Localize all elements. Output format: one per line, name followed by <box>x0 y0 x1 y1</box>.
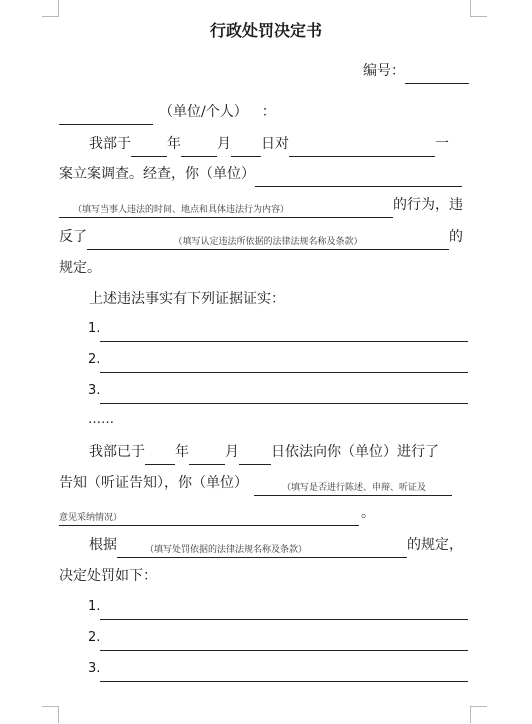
evidence-intro-line <box>59 286 469 312</box>
party-name-blank[interactable] <box>59 106 153 125</box>
party-label: （单位/个人） <box>159 104 248 120</box>
investigation-year-blank[interactable] <box>131 138 167 157</box>
investigation-month-blank[interactable] <box>181 138 217 157</box>
violation-facts-hint: （填写当事人违法的时间、地点和具体违法行为内容） <box>73 205 290 215</box>
evidence-item-2-blank[interactable] <box>100 354 468 373</box>
evidence-item-number: 3. <box>88 383 101 398</box>
penalty-item-2 <box>59 625 469 651</box>
p3-after: 的规定， <box>407 537 463 553</box>
ellipsis-line <box>59 407 469 433</box>
year-label: 年 <box>167 136 181 152</box>
evidence-item-3 <box>59 378 469 404</box>
p2-line-3 <box>59 500 469 526</box>
penalty-item-1-blank[interactable] <box>100 601 468 620</box>
crop-mark-top-left <box>42 0 59 17</box>
p2-line-2 <box>59 470 469 496</box>
number-line <box>59 58 469 84</box>
evidence-item-1 <box>59 316 469 342</box>
document-title: 行政处罚决定书 <box>209 21 322 40</box>
p2-period: 。 <box>361 505 375 521</box>
hearing-opinion-hint: 意见采纳情况） <box>59 513 123 523</box>
notice-day-blank[interactable] <box>239 446 271 465</box>
penalty-item-2-blank[interactable] <box>100 632 468 651</box>
evidence-item-2 <box>59 347 469 373</box>
p1-line-1 <box>59 131 469 157</box>
investigation-day-blank[interactable] <box>231 138 261 157</box>
penalty-basis-hint: （填写处罚依据的法律法规名称及条款） <box>145 545 308 555</box>
p3-line2: 决定处罚如下： <box>59 568 157 584</box>
hearing-opinion-blank[interactable] <box>59 507 359 526</box>
crop-mark-bottom-right <box>470 706 487 723</box>
p2-day-text: 日依法向你（单位）进行了 <box>271 444 439 460</box>
evidence-item-1-blank[interactable] <box>100 323 468 342</box>
p3-line-2 <box>59 563 469 589</box>
party-line <box>59 99 469 125</box>
p1-line-5 <box>59 255 469 281</box>
penalty-basis-blank[interactable] <box>117 539 407 558</box>
p3-line-1 <box>59 532 469 558</box>
evidence-item-3-blank[interactable] <box>100 385 468 404</box>
p3-prefix: 根据 <box>89 537 117 553</box>
p2-prefix: 我部已于 <box>89 444 145 460</box>
notice-year-blank[interactable] <box>145 446 175 465</box>
p1-tail: 一 <box>435 136 449 152</box>
p2-line2-text: 告知（听证告知），你（单位） <box>59 475 248 491</box>
violation-facts-blank[interactable] <box>59 199 393 218</box>
penalty-item-3 <box>59 656 469 682</box>
hearing-status-blank[interactable] <box>254 477 452 496</box>
ellipsis: …… <box>88 412 114 427</box>
p1-line-3 <box>59 192 469 218</box>
penalty-item-number: 3. <box>88 661 101 676</box>
year-label: 年 <box>175 444 189 460</box>
penalty-item-number: 2. <box>88 630 101 645</box>
p1-line-4 <box>59 224 469 250</box>
party-colon: ： <box>261 104 276 120</box>
day-label: 日对 <box>261 136 289 152</box>
p1-line4-prefix: 反了 <box>59 229 87 245</box>
p1-line5: 规定。 <box>59 260 101 276</box>
violated-law-blank[interactable] <box>87 231 449 250</box>
number-blank[interactable] <box>405 65 469 84</box>
p2-line-1 <box>59 439 469 465</box>
crop-mark-top-right <box>470 0 487 17</box>
p1-prefix: 我部于 <box>89 136 131 152</box>
evidence-intro: 上述违法事实有下列证据证实： <box>89 291 285 307</box>
evidence-item-number: 1. <box>88 321 101 336</box>
number-label: 编号： <box>363 63 405 79</box>
crop-mark-bottom-left <box>42 706 59 723</box>
p1-after-facts: 的行为，违 <box>393 197 463 213</box>
case-name-blank[interactable] <box>289 138 435 157</box>
party-unit-blank[interactable] <box>255 168 462 187</box>
evidence-item-number: 2. <box>88 352 101 367</box>
penalty-item-3-blank[interactable] <box>100 663 468 682</box>
penalty-item-number: 1. <box>88 599 101 614</box>
hearing-status-hint: （填写是否进行陈述、申辩、听证及 <box>282 483 427 493</box>
month-label: 月 <box>225 444 239 460</box>
p1-line2-text: 案立案调查。经查，你（单位） <box>59 166 255 182</box>
p1-line-2 <box>59 161 469 187</box>
violated-law-hint: （填写认定违法所依据的法律法规名称及条款） <box>173 237 363 247</box>
notice-month-blank[interactable] <box>189 446 225 465</box>
p1-after-law: 的 <box>449 229 463 245</box>
month-label: 月 <box>217 136 231 152</box>
penalty-item-1 <box>59 594 469 620</box>
